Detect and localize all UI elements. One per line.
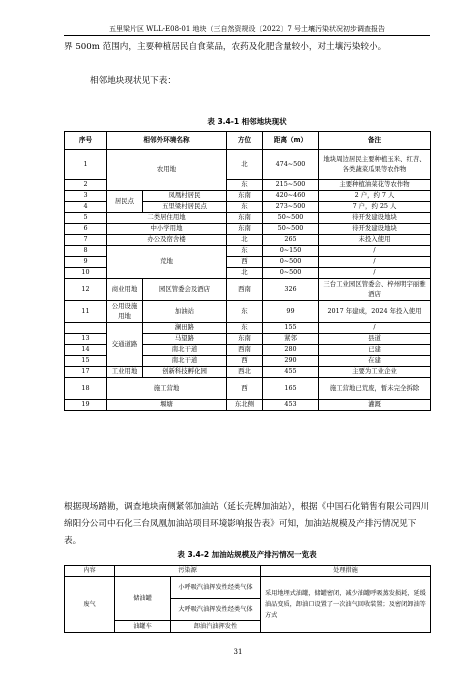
cell-note: 县道	[319, 334, 431, 345]
cell-sub: 南北干道	[143, 345, 227, 356]
cell-dist: 155	[263, 323, 319, 334]
cell-category: 商业用地	[107, 279, 143, 301]
table-header-row	[65, 132, 431, 150]
cell-note: 7 户，约 25 人	[319, 202, 431, 213]
cell-dir: 东	[227, 246, 263, 257]
running-header: 五里梁片区 WLL-E08-01 地块（三自然资规设〔2022〕7 号土壤污染状况初步调查报告	[108, 25, 386, 33]
cell-sub: 加油站	[143, 301, 227, 323]
header-cell: 污染源	[115, 566, 261, 577]
cell-sub: 澜田路	[143, 323, 227, 334]
cell-item: 小呼吸汽油挥发性经类气体	[171, 577, 261, 599]
cell-dist: 99	[263, 301, 319, 323]
cell-dist: 0~500	[263, 268, 319, 279]
page-number: 31	[233, 648, 243, 656]
cell-note: /	[319, 268, 431, 279]
cell-note: 主要种植油菜花等农作物	[319, 180, 431, 191]
table-row	[65, 323, 431, 334]
header-cell: 距离（m）	[263, 132, 319, 150]
cell-name: 办公及宿舍楼	[107, 235, 227, 246]
cell-dist: 420~460	[263, 191, 319, 202]
cell-no: 7	[65, 235, 107, 246]
cell-no	[65, 323, 107, 334]
cell-no: 3	[65, 191, 107, 202]
paragraph-3: 根据现场踏勘，调查地块南侧紧邻加油站（延长壳牌加油站），根据《中国石化销售有限公司四川绵阳分公司中石化三台凤凰加油站项目环境影响报告表》可知，加油站规模及产排污情况见下表。	[64, 502, 430, 546]
cell-category: 废气	[65, 577, 115, 633]
header-rule	[64, 35, 430, 36]
table-row	[65, 400, 431, 411]
cell-sub: 南北干道	[143, 356, 227, 367]
cell-name: 堰塘	[107, 400, 227, 411]
cell-note: 未投入使用	[319, 235, 431, 246]
cell-note: /	[319, 257, 431, 268]
table1-caption: 表 3.4-1 相邻地块现状	[207, 117, 287, 126]
cell-item: 卸油汽油挥发性	[171, 621, 261, 633]
cell-dist: 0~150	[263, 246, 319, 257]
cell-dist: 280	[263, 345, 319, 356]
cell-sub: 园区管委会及酒店	[143, 279, 227, 301]
cell-no: 4	[65, 202, 107, 213]
cell-name: 中小学用地	[107, 224, 227, 235]
cell-dir: 东	[227, 202, 263, 213]
cell-no: 6	[65, 224, 107, 235]
table-row	[65, 150, 431, 180]
cell-no: 2	[65, 180, 107, 191]
table-row	[65, 577, 431, 599]
cell-dir: 西	[227, 356, 263, 367]
cell-note: /	[319, 323, 431, 334]
cell-dist: 50~500	[263, 224, 319, 235]
cell-source: 储油罐	[115, 577, 171, 621]
cell-no: 19	[65, 400, 107, 411]
cell-dist: 455	[263, 367, 319, 378]
header-cell: 相邻外环境名称	[107, 132, 227, 150]
cell-sub: 凤凰村居民	[143, 191, 227, 202]
cell-dist: 50~500	[263, 213, 319, 224]
cell-name: 农用地	[107, 150, 227, 191]
cell-item: 大呼吸汽油挥发性经类气体	[171, 599, 261, 621]
cell-dist: 215~500	[263, 180, 319, 191]
cell-sub: 创新科技孵化园	[143, 367, 227, 378]
cell-name: 荒地	[107, 246, 227, 279]
cell-no: 13	[65, 334, 107, 345]
cell-dir: 西	[227, 257, 263, 268]
cell-dist: 紧邻	[263, 334, 319, 345]
table2-caption: 表 3.4-2 加油站规模及产排污情况一览表	[177, 550, 317, 559]
table-row	[65, 235, 431, 246]
header-cell: 备注	[319, 132, 431, 150]
cell-category: 工业用地	[107, 367, 143, 378]
table-row	[65, 367, 431, 378]
cell-dist: 453	[263, 400, 319, 411]
cell-dist: 290	[263, 356, 319, 367]
cell-no: 1	[65, 150, 107, 180]
cell-note: 灌溉	[319, 400, 431, 411]
table-row	[65, 224, 431, 235]
cell-no: 9	[65, 257, 107, 268]
cell-category: 公用设施用地	[107, 301, 143, 323]
cell-no: 12	[65, 279, 107, 301]
cell-no: 11	[65, 301, 107, 323]
cell-dir: 东南	[227, 191, 263, 202]
cell-note: /	[319, 246, 431, 257]
cell-source: 油罐车	[115, 621, 171, 633]
cell-note: 待开发建设地块	[319, 224, 431, 235]
table-row	[65, 191, 431, 202]
adjacent-land-table	[64, 131, 431, 411]
header-cell: 内容	[65, 566, 115, 577]
cell-name: 施工营地	[107, 378, 227, 400]
cell-dir: 北	[227, 235, 263, 246]
cell-dist: 474~500	[263, 150, 319, 180]
cell-no: 5	[65, 213, 107, 224]
cell-dir: 东南	[227, 224, 263, 235]
cell-dir: 西	[227, 378, 263, 400]
cell-note: 主要为工业企业	[319, 367, 431, 378]
cell-no: 10	[65, 268, 107, 279]
gas-station-pollution-table	[64, 565, 431, 633]
cell-dir: 西南	[227, 279, 263, 301]
cell-sub: 马望路	[143, 334, 227, 345]
header-cell: 处理措施	[261, 566, 431, 577]
cell-dir: 北	[227, 268, 263, 279]
cell-note: 施工营地已荒废，暂未完全拆除	[319, 378, 431, 400]
table-row	[65, 213, 431, 224]
cell-dir: 东	[227, 323, 263, 334]
cell-note: 地块周边居民主要种植玉米、红苕、各类蔬菜瓜果等农作物	[319, 150, 431, 180]
cell-dir: 西北	[227, 367, 263, 378]
cell-dir: 东	[227, 180, 263, 191]
cell-note: 2017 年建成，2024 年投入使用	[319, 301, 431, 323]
cell-dist: 265	[263, 235, 319, 246]
cell-dist: 165	[263, 378, 319, 400]
cell-no: 8	[65, 246, 107, 257]
cell-note: 已建	[319, 345, 431, 356]
cell-dir: 东南	[227, 213, 263, 224]
cell-note: 待开发建设地块	[319, 213, 431, 224]
cell-category: 交通道路	[107, 323, 143, 367]
cell-dir: 西南	[227, 345, 263, 356]
table-row	[65, 246, 431, 257]
cell-note: 在建	[319, 356, 431, 367]
table-row	[65, 279, 431, 301]
paragraph-2: 相邻地块现状见下表：	[90, 76, 176, 86]
cell-dir: 东北侧	[227, 400, 263, 411]
cell-dir: 北	[227, 150, 263, 180]
table-row	[65, 301, 431, 323]
header-cell: 方位	[227, 132, 263, 150]
cell-name: 二类居住用地	[107, 213, 227, 224]
cell-no: 17	[65, 367, 107, 378]
cell-dir: 东	[227, 301, 263, 323]
cell-no: 14	[65, 345, 107, 356]
cell-dist: 273~500	[263, 202, 319, 213]
cell-measure: 采用地埋式油罐，储罐密闭，减少油罐呼吸蒸发损耗，延缓油品变质，卸油口设置了一次油气回收装置；及密闭卸油等方式	[261, 577, 431, 633]
cell-dist: 326	[263, 279, 319, 301]
cell-dir: 东南	[227, 334, 263, 345]
cell-note: 2 户，约 7 人	[319, 191, 431, 202]
table-row	[65, 378, 431, 400]
cell-no: 15	[65, 356, 107, 367]
cell-note: 三台工业园区管委会、梓州明宇丽雅酒店	[319, 279, 431, 301]
header-cell: 序号	[65, 132, 107, 150]
cell-no: 18	[65, 378, 107, 400]
table-header-row	[65, 566, 431, 577]
cell-dist: 0~500	[263, 257, 319, 268]
cell-sub: 五里梁村居民点	[143, 202, 227, 213]
cell-category: 居民点	[107, 191, 143, 213]
paragraph-1: 界 500m 范围内，主要种植居民自食菜品，农药及化肥含量较小，对土壤污染较小。	[64, 42, 387, 52]
